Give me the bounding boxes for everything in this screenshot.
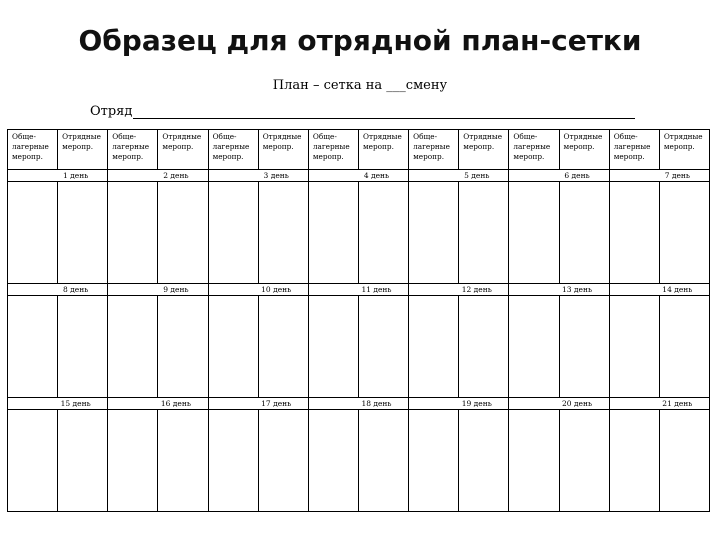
squad-event-cell (258, 182, 308, 284)
header-row (8, 130, 710, 170)
day-label-cell (609, 284, 709, 296)
plan-entry-row (8, 296, 710, 398)
camp-event-cell (8, 296, 58, 398)
squad-field (90, 99, 635, 119)
squad-event-cell (559, 182, 609, 284)
day-label: 21 день (662, 399, 693, 408)
day-label: 5 день (464, 171, 490, 180)
day-label-cell (208, 398, 308, 410)
camp-event-cell (208, 410, 258, 512)
camp-event-cell (308, 410, 358, 512)
camp-event-cell (208, 296, 258, 398)
day-label-cell (609, 170, 709, 182)
document-title: План – сетка на ___смену (272, 78, 448, 93)
day-label-cell (308, 170, 408, 182)
day-label: 4 день (363, 171, 390, 180)
day-label: 11 день (361, 285, 392, 294)
squad-event-cell (459, 182, 509, 284)
day-label-cell (509, 284, 609, 296)
camp-event-cell (108, 296, 158, 398)
day-label-cell (509, 398, 609, 410)
day-label-row (8, 284, 710, 296)
squad-event-cell (58, 410, 108, 512)
camp-event-cell (409, 182, 459, 284)
squad-blank-line (133, 104, 635, 119)
camp-event-cell (8, 182, 58, 284)
squad-event-cell (459, 296, 509, 398)
day-label: 7 день (664, 171, 690, 180)
squad-event-cell (358, 182, 408, 284)
header-cell: Обще- лагерные меропр. (609, 130, 659, 170)
squad-event-cell (58, 182, 108, 284)
camp-event-cell (108, 410, 158, 512)
day-label-cell (108, 398, 208, 410)
squad-event-cell (358, 410, 408, 512)
day-label: 14 день (662, 285, 693, 294)
day-label: 16 день (160, 399, 191, 408)
squad-event-cell (559, 410, 609, 512)
day-label-row (8, 170, 710, 182)
header-cell: Отрядные меропр. (358, 130, 408, 170)
squad-event-cell (659, 182, 709, 284)
header-cell: Отрядные меропр. (158, 130, 208, 170)
day-label: 13 день (562, 285, 593, 294)
day-label: 12 день (461, 285, 492, 294)
squad-event-cell (158, 410, 208, 512)
header-cell: Обще- лагерные меропр. (308, 130, 358, 170)
day-label: 20 день (562, 399, 593, 408)
squad-event-cell (358, 296, 408, 398)
day-label: 10 день (261, 285, 292, 294)
slide-title: Образец для отрядной план-сетки (78, 24, 642, 57)
squad-event-cell (459, 410, 509, 512)
squad-event-cell (258, 410, 308, 512)
camp-event-cell (108, 182, 158, 284)
day-label-cell (8, 284, 108, 296)
camp-event-cell (208, 182, 258, 284)
squad-event-cell (559, 296, 609, 398)
day-label-cell (8, 398, 108, 410)
squad-event-cell (659, 296, 709, 398)
day-label: 1 день (62, 171, 89, 180)
camp-event-cell (509, 410, 559, 512)
camp-event-cell (409, 296, 459, 398)
day-label-cell (509, 170, 609, 182)
header-cell: Отрядные меропр. (559, 130, 609, 170)
camp-event-cell (509, 182, 559, 284)
header-cell: Обще- лагерные меропр. (108, 130, 158, 170)
day-label-cell (208, 284, 308, 296)
day-label: 19 день (461, 399, 492, 408)
squad-event-cell (158, 182, 208, 284)
day-label: 18 день (361, 399, 392, 408)
squad-event-cell (258, 296, 308, 398)
day-label-cell (308, 284, 408, 296)
day-label-cell (409, 170, 509, 182)
camp-event-cell (609, 296, 659, 398)
camp-event-cell (308, 182, 358, 284)
squad-event-cell (158, 296, 208, 398)
day-label: 6 день (564, 171, 590, 180)
header-cell: Обще- лагерные меропр. (409, 130, 459, 170)
header-cell: Отрядные меропр. (659, 130, 709, 170)
day-label-cell (108, 284, 208, 296)
header-cell: Обще- лагерные меропр. (8, 130, 58, 170)
day-label: 9 день (163, 285, 189, 294)
day-label-cell (609, 398, 709, 410)
day-label-cell (8, 170, 108, 182)
day-label: 2 день (163, 171, 189, 180)
header-cell: Обще- лагерные меропр. (208, 130, 258, 170)
camp-event-cell (609, 410, 659, 512)
plan-entry-row (8, 182, 710, 284)
squad-label: Отряд (90, 104, 133, 119)
header-cell: Обще- лагерные меропр. (509, 130, 559, 170)
camp-event-cell (308, 296, 358, 398)
camp-event-cell (509, 296, 559, 398)
day-label: 8 день (62, 285, 89, 294)
squad-event-cell (659, 410, 709, 512)
day-label: 3 день (263, 171, 289, 180)
header-cell: Отрядные меропр. (459, 130, 509, 170)
day-label-cell (208, 170, 308, 182)
day-label: 17 день (261, 399, 292, 408)
plan-entry-row (8, 410, 710, 512)
squad-event-cell (58, 296, 108, 398)
day-label-cell (409, 284, 509, 296)
camp-event-cell (409, 410, 459, 512)
camp-event-cell (8, 410, 58, 512)
camp-event-cell (609, 182, 659, 284)
day-label-cell (108, 170, 208, 182)
header-cell: Отрядные меропр. (58, 130, 108, 170)
day-label-row (8, 398, 710, 410)
header-cell: Отрядные меропр. (258, 130, 308, 170)
plan-grid-table (7, 129, 710, 512)
day-label-cell (308, 398, 408, 410)
day-label: 15 день (60, 399, 91, 408)
day-label-cell (409, 398, 509, 410)
